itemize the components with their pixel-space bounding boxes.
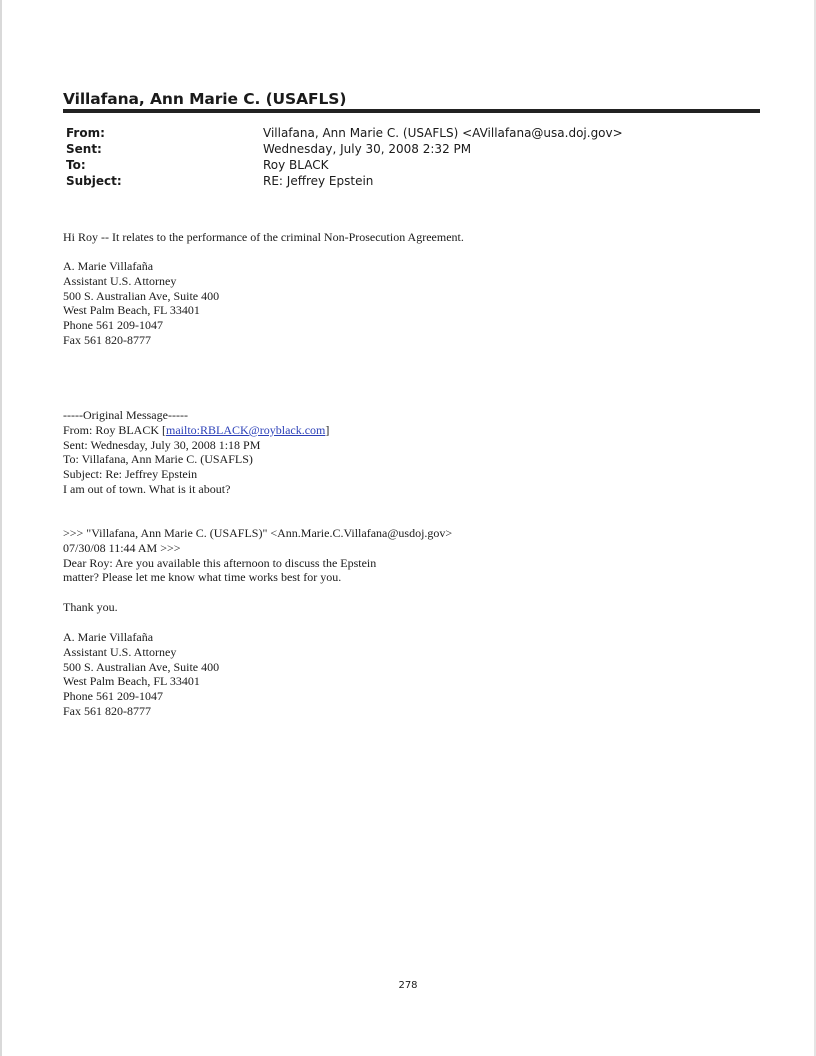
signature-line: A. Marie Villafaña [63,630,154,644]
email-header [66,125,623,189]
original-message-body [63,482,230,497]
signature-line: Fax 561 820-8777 [63,703,151,718]
header-row-from [66,125,623,141]
reply-text: Hi Roy -- It relates to the performance of the criminal Non-Prosecution Agreement. [63,230,464,244]
signature-line: Fax 561 820-8777 [63,332,151,347]
original-body-text: I am out of town. What is it about? [63,482,231,496]
quoted-thanks [63,600,118,615]
header-key: Subject: [66,174,122,188]
header-value: Roy BLACK [263,158,329,172]
page-number: 278 [398,980,418,991]
signature-line: Assistant U.S. Attorney [63,644,177,659]
signature-line: 500 S. Australian Ave, Suite 400 [63,288,220,303]
title-divider [63,109,760,113]
header-value: Villafana, Ann Marie C. (USAFLS) <AVillafana@usa.doj.gov> [263,126,623,140]
header-key: Sent: [66,142,102,156]
original-from-suffix: ] [325,422,330,437]
quoted-message [63,526,452,585]
page-edge-left [0,0,2,1056]
signature-line: A. Marie Villafaña [63,259,154,273]
reply-body [63,230,464,245]
signature-line: West Palm Beach, FL 33401 [63,303,200,318]
quoted-body-line: Dear Roy: Are you available this afternoon to discuss the Epstein [63,555,377,570]
reply-signature [63,259,219,348]
header-key: To: [66,158,86,172]
document-title: Villafana, Ann Marie C. (USAFLS) [63,90,347,108]
signature-line: 500 S. Australian Ave, Suite 400 [63,659,220,674]
quoted-header-line: >>> "Villafana, Ann Marie C. (USAFLS)" <Ann.Marie.C.Villafana@usdoj.gov> [63,526,453,540]
quoted-signature [63,630,219,719]
original-message-header [63,408,329,482]
original-from-line [63,423,329,438]
quoted-body-line: matter? Please let me know what time works best for you. [63,570,342,585]
mailto-link[interactable]: mailto:RBLACK@royblack.com [166,422,326,437]
thanks-text: Thank you. [63,600,118,614]
original-from-prefix: From: Roy BLACK [ [63,422,167,437]
header-key: From: [66,126,105,140]
original-sent-line: Sent: Wednesday, July 30, 2008 1:18 PM [63,437,261,452]
original-message-divider: -----Original Message----- [63,408,188,422]
header-row-to [66,157,623,173]
header-value: RE: Jeffrey Epstein [263,174,374,188]
quoted-header-line: 07/30/08 11:44 AM >>> [63,540,181,555]
signature-line: Assistant U.S. Attorney [63,273,177,288]
header-value: Wednesday, July 30, 2008 2:32 PM [263,142,472,156]
original-to-line: To: Villafana, Ann Marie C. (USAFLS) [63,452,253,467]
header-row-subject [66,173,623,189]
original-subject-line: Subject: Re: Jeffrey Epstein [63,467,198,482]
header-row-sent [66,141,623,157]
signature-line: Phone 561 209-1047 [63,318,163,333]
signature-line: West Palm Beach, FL 33401 [63,674,200,689]
signature-line: Phone 561 209-1047 [63,689,163,704]
